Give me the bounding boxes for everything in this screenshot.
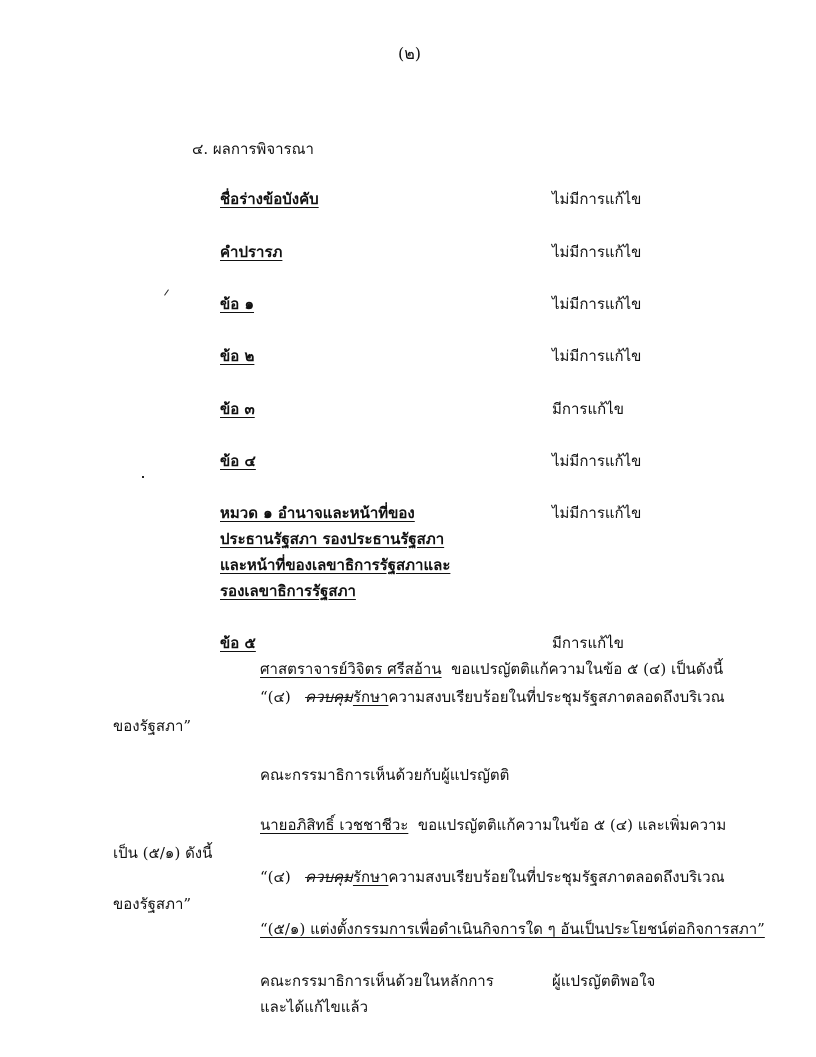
chapter1-line-3: และหน้าที่ของเลขาธิการรัฐสภาและ bbox=[220, 556, 451, 574]
chapter1-result: ไม่มีการแก้ไข bbox=[552, 504, 642, 522]
item-title-clause-4: ข้อ ๔ bbox=[220, 452, 256, 470]
amendment-2-inserted-word: รักษา bbox=[352, 868, 389, 886]
amendment-2-quote bbox=[260, 865, 725, 889]
amendment-1-committee-opinion: คณะกรรมาธิการเห็นด้วยกับผู้แปรญัตติ bbox=[260, 766, 510, 784]
item-title-clause-1: ข้อ ๑ bbox=[220, 295, 255, 313]
amendment-1-quote-text: ความสงบเรียบร้อยในที่ประชุมรัฐสภาตลอดถึงบริเวณ bbox=[388, 688, 725, 706]
section-heading: ๔. ผลการพิจารณา bbox=[192, 140, 314, 158]
item-result-draft-name: ไม่มีการแก้ไข bbox=[552, 190, 642, 208]
chapter1-line-2: ประธานรัฐสภา รองประธานรัฐสภา bbox=[220, 530, 445, 548]
item-title-clause-3: ข้อ ๓ bbox=[220, 400, 255, 418]
amendment-2-quote-number: “(๔) bbox=[260, 868, 291, 886]
item-result-clause-4: ไม่มีการแก้ไข bbox=[552, 452, 642, 470]
amendment-2-quote-end: ของรัฐสภา” bbox=[113, 895, 192, 913]
amendment-2-new-clause: “(๕/๑) แต่งตั้งกรรมการเพื่อดำเนินกิจการใด ๆ อันเป็นประโยชน์ต่อกิจการสภา” bbox=[260, 920, 765, 938]
amendment-1-struck-word: ควบคุม bbox=[305, 688, 353, 706]
scan-speck bbox=[142, 476, 144, 478]
amendment-1-inserted-word: รักษา bbox=[352, 688, 389, 706]
amendment-1-request: ขอแปรญัตติแก้ความในข้อ ๕ (๔) เป็นดังนี้ bbox=[451, 660, 724, 678]
scan-speck bbox=[164, 289, 169, 295]
amendment-2-request-cont: เป็น (๕/๑) ดังนี้ bbox=[113, 844, 213, 862]
amendment-1-quote-number: “(๔) bbox=[260, 688, 291, 706]
amendment-2-committee-opinion-line-2: และได้แก้ไขแล้ว bbox=[260, 998, 369, 1016]
amendment-1-request-line bbox=[260, 657, 723, 681]
amendment-2-quote-text: ความสงบเรียบร้อยในที่ประชุมรัฐสภาตลอดถึงบริเวณ bbox=[388, 868, 725, 886]
amendment-2-struck-word: ควบคุม bbox=[305, 868, 353, 886]
item-result-clause-3: มีการแก้ไข bbox=[552, 400, 624, 418]
chapter1-line-4: รองเลขาธิการรัฐสภา bbox=[220, 582, 356, 600]
item-title-clause-2: ข้อ ๒ bbox=[220, 347, 255, 365]
item-result-clause-2: ไม่มีการแก้ไข bbox=[552, 347, 642, 365]
item-title-preamble: คำปรารภ bbox=[220, 243, 283, 261]
page-number: (๒) bbox=[398, 44, 422, 63]
item-result-clause-5: มีการแก้ไข bbox=[552, 634, 624, 652]
amendment-2-proposer: นายอภิสิทธิ์ เวชชาชีวะ bbox=[260, 816, 409, 834]
amendment-1-quote-end: ของรัฐสภา” bbox=[113, 717, 192, 735]
item-title-clause-5: ข้อ ๕ bbox=[220, 634, 256, 652]
amendment-2-request: ขอแปรญัตติแก้ความในข้อ ๕ (๔) และเพิ่มความ bbox=[417, 816, 727, 834]
amendment-2-proposer-status: ผู้แปรญัตติพอใจ bbox=[552, 972, 656, 990]
amendment-1-quote bbox=[260, 685, 725, 709]
item-result-preamble: ไม่มีการแก้ไข bbox=[552, 243, 642, 261]
amendment-1-proposer: ศาสตราจารย์วิจิตร ศรีสอ้าน bbox=[260, 660, 442, 678]
amendment-2-committee-opinion-line-1: คณะกรรมาธิการเห็นด้วยในหลักการ bbox=[260, 972, 494, 990]
item-result-clause-1: ไม่มีการแก้ไข bbox=[552, 295, 642, 313]
amendment-2-request-line bbox=[260, 813, 726, 837]
item-title-draft-name: ชื่อร่างข้อบังคับ bbox=[220, 190, 319, 208]
chapter1-line-1: หมวด ๑ อำนาจและหน้าที่ของ bbox=[220, 504, 415, 522]
